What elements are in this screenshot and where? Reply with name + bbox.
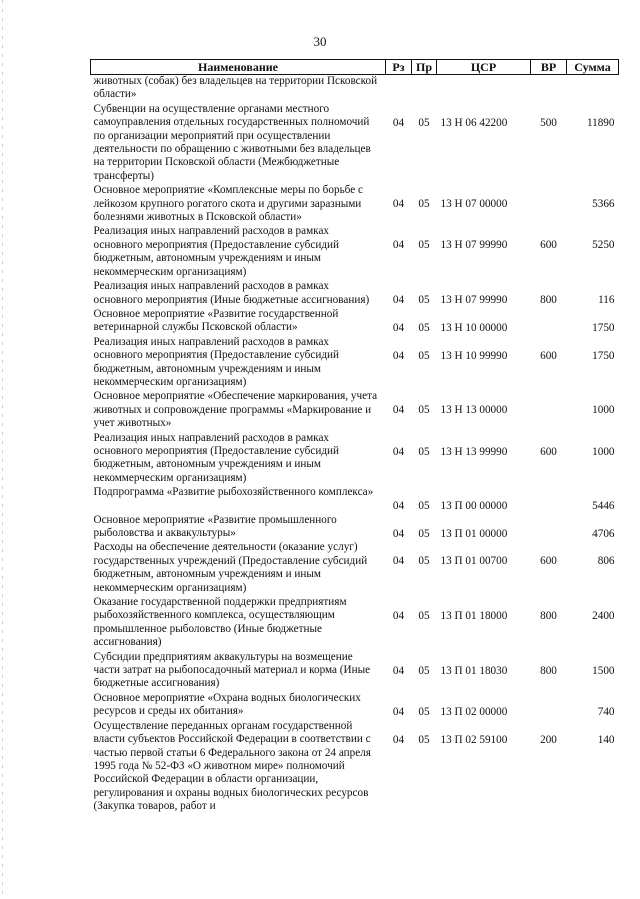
row-rz: 04 — [392, 705, 405, 718]
row-rz — [386, 75, 412, 103]
row-pr: 05 — [418, 664, 430, 677]
row-vr: 600 — [540, 445, 557, 458]
row-vr — [531, 184, 567, 225]
row-name: Реализация иных направлений расходов в рамках основного мероприятия (Иные бюджетные ассигнования) — [93, 280, 370, 306]
row-pr: 05 — [418, 610, 430, 623]
row-csr: 13 Н 13 00000 — [440, 404, 508, 417]
row-vr: 600 — [540, 349, 557, 362]
row-pr: 05 — [418, 445, 430, 458]
row-sum: 5250 — [592, 239, 615, 252]
header-vr: ВР — [531, 60, 567, 75]
row-name: Оказание государственной поддержки предприятиям рыбохозяйственного комплекса, осуществляющим промышленное рыболовство (Иные бюджетные ассигнования) — [93, 596, 347, 649]
row-name: Реализация иных направлений расходов в рамках основного мероприятия (Предоставление субсидий бюджетным, автономным учреждениям и иным некоммерческим организациям) — [93, 431, 339, 484]
header-sum: Сумма — [567, 60, 619, 75]
row-sum: 1500 — [592, 664, 615, 677]
row-rz: 04 — [392, 294, 405, 307]
row-name: Субсидии предприятиям аквакультуры на возмещение части затрат на рыбопосадочный материал и корма (Иные бюджетные ассигнования) — [93, 650, 371, 690]
row-vr: 800 — [540, 664, 557, 677]
row-csr: 13 Н 10 00000 — [440, 321, 508, 334]
table-row — [91, 308, 619, 336]
row-vr — [531, 308, 567, 336]
row-rz: 04 — [392, 733, 405, 746]
row-pr: 05 — [418, 321, 430, 334]
table-row — [91, 514, 619, 542]
row-pr: 05 — [418, 527, 430, 540]
row-vr: 500 — [540, 116, 557, 129]
row-rz: 04 — [392, 404, 405, 417]
row-pr: 05 — [418, 349, 430, 362]
scan-edge-artifact — [2, 0, 3, 899]
row-rz: 04 — [392, 664, 405, 677]
row-name: животных (собак) без владельцев на территории Псковской области» — [93, 75, 378, 101]
row-name: Основное мероприятие «Развитие государственной ветеринарной службы Псковской области» — [93, 307, 339, 334]
table-row — [91, 692, 619, 720]
row-vr — [531, 514, 567, 542]
table-row — [91, 720, 619, 815]
table-row — [91, 486, 619, 513]
row-csr: 13 П 01 00700 — [440, 555, 508, 568]
row-sum: 1750 — [592, 321, 615, 334]
row-vr: 800 — [540, 294, 557, 307]
table-row — [91, 225, 619, 280]
row-name: Основное мероприятие «Развитие промышленного рыболовства и аквакультуры» — [93, 513, 337, 539]
row-csr: 13 П 01 18000 — [440, 610, 508, 623]
row-sum: 5446 — [592, 500, 615, 513]
row-csr: 13 П 01 00000 — [440, 527, 508, 540]
row-name: Расходы на обеспечение деятельности (оказание услуг) государственных учреждений (Предоставление субсидий бюджетным, автономным учреждениям и иным некоммерческим организациям) — [93, 541, 368, 594]
row-csr: 13 П 02 00000 — [440, 705, 508, 718]
table-row — [91, 651, 619, 692]
row-pr: 05 — [418, 116, 430, 129]
row-sum: 740 — [597, 705, 615, 718]
row-csr — [437, 75, 531, 103]
row-sum: 1000 — [592, 445, 615, 458]
header-rz: Рз — [386, 60, 412, 75]
row-rz: 04 — [392, 198, 405, 211]
row-name: Субвенции на осуществление органами местного самоуправления отдельных государственных полномочий по организации мероприятий при осуществлении деятельности по обращению с животными без владельцев на территории Псковской области (Межбюджетные трансферты) — [93, 102, 371, 182]
table-row — [91, 596, 619, 651]
row-name: Основное мероприятие «Обеспечение маркирования, учета животных и сопровождение программы «Маркирование и учет животных» — [93, 390, 378, 430]
row-csr: 13 П 02 59100 — [440, 733, 508, 746]
row-rz: 04 — [392, 555, 405, 568]
row-sum: 140 — [597, 733, 615, 746]
row-pr: 05 — [418, 239, 430, 252]
table-row — [91, 432, 619, 487]
row-name: Подпрограмма «Развитие рыбохозяйственного комплекса» — [93, 486, 374, 499]
row-vr: 600 — [540, 239, 557, 252]
row-name: Основное мероприятие «Охрана водных биологических ресурсов и среды их обитания» — [93, 691, 361, 718]
row-rz: 04 — [392, 239, 405, 252]
row-csr: 13 П 00 00000 — [440, 500, 508, 513]
row-pr — [412, 75, 437, 103]
row-csr: 13 Н 07 99990 — [440, 239, 508, 252]
row-rz: 04 — [392, 610, 405, 623]
table-row — [91, 336, 619, 391]
row-sum: 4706 — [592, 527, 615, 540]
row-sum: 806 — [597, 555, 615, 568]
table-header-row — [91, 60, 619, 75]
row-vr — [531, 75, 567, 103]
row-csr: 13 П 01 18030 — [440, 664, 508, 677]
row-rz: 04 — [392, 527, 405, 540]
row-name: Реализация иных направлений расходов в рамках основного мероприятия (Предоставление субсидий бюджетным, автономным учреждениям и иным некоммерческим организациям) — [93, 225, 339, 278]
row-rz: 04 — [392, 445, 405, 458]
row-pr: 05 — [418, 733, 430, 746]
table-row — [91, 541, 619, 596]
row-name: Реализация иных направлений расходов в рамках основного мероприятия (Предоставление субсидий бюджетным, автономным учреждениям и иным некоммерческим организациям) — [93, 335, 339, 388]
table-row — [91, 390, 619, 431]
row-sum: 2400 — [592, 610, 615, 623]
table-row — [91, 184, 619, 225]
table-row — [91, 103, 619, 184]
row-csr: 13 Н 10 99990 — [440, 349, 508, 362]
row-sum — [567, 75, 619, 103]
row-rz: 04 — [392, 349, 405, 362]
row-pr: 05 — [418, 404, 430, 417]
row-rz: 04 — [392, 500, 405, 513]
row-vr — [531, 486, 567, 513]
row-vr — [531, 692, 567, 720]
row-pr: 05 — [418, 555, 430, 568]
row-sum: 5366 — [592, 198, 615, 211]
row-vr: 800 — [540, 610, 557, 623]
table-row — [91, 75, 619, 103]
header-csr: ЦСР — [437, 60, 531, 75]
row-pr: 05 — [418, 705, 430, 718]
row-rz: 04 — [392, 116, 405, 129]
row-csr: 13 Н 07 00000 — [440, 198, 508, 211]
row-csr: 13 Н 06 42200 — [440, 116, 508, 129]
row-rz: 04 — [392, 321, 405, 334]
row-name: Осуществление переданных органам государственной власти субъектов Российской Федерации в соответствии с частью первой статьи 6 Федерального закона от 24 апреля 1995 года № 52-ФЗ «О животном мире» полномочий Российской Федерации в области организации, регулирования и охраны водных биологических ресурсов (Закупка товаров, работ и — [93, 719, 371, 813]
table-row — [91, 280, 619, 308]
row-sum: 1750 — [592, 349, 615, 362]
header-name: Наименование — [91, 60, 386, 75]
budget-table — [90, 59, 619, 815]
row-csr: 13 Н 07 99990 — [440, 294, 508, 307]
row-pr: 05 — [418, 294, 430, 307]
row-sum: 1000 — [592, 404, 615, 417]
row-pr: 05 — [418, 500, 430, 513]
row-name: Основное мероприятие «Комплексные меры по борьбе с лейкозом крупного рогатого скота и другими заразными болезнями животных в Псковской области» — [93, 184, 363, 224]
row-sum: 116 — [598, 294, 615, 307]
row-pr: 05 — [418, 198, 430, 211]
row-sum: 11890 — [586, 116, 615, 129]
page-number: 30 — [313, 34, 327, 49]
row-vr: 200 — [540, 733, 557, 746]
row-vr: 600 — [540, 555, 557, 568]
header-pr: Пр — [412, 60, 437, 75]
row-csr: 13 Н 13 99990 — [440, 445, 508, 458]
row-vr — [531, 390, 567, 431]
